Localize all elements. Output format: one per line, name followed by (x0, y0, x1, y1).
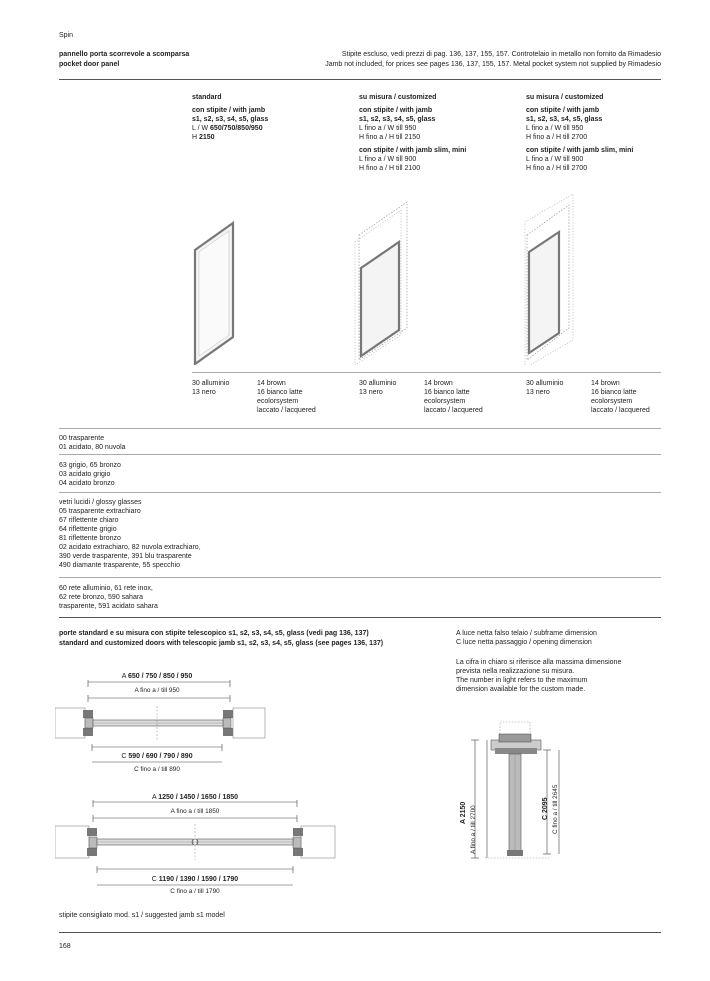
plan2-drawing (55, 800, 345, 895)
column-head: su misura / customized (526, 94, 604, 101)
color-finishes-2: 14 brown 16 bianco latte ecolorsystem laccato / lacquered (424, 380, 483, 414)
title-it: pannello porta scorrevole a scomparsa (59, 51, 190, 58)
glass-divider-1 (59, 454, 661, 455)
height-line: H fino a / H till 2700 (526, 134, 588, 141)
glass-group-tinted: 63 grigio, 65 bronzo 03 acidato grigio 04 acidato bronzo (59, 462, 121, 487)
door-standard-icon (195, 223, 233, 364)
color-finishes-3: 14 brown 16 bianco latte ecolorsystem laccato / lacquered (591, 380, 650, 414)
dimension-legend: A luce netta falso telaio / subframe dimension C luce netta passaggio / opening dimension (456, 630, 597, 646)
plan1-a-light: A fino a / till 950 (134, 687, 180, 694)
jamb-title: con stipite / with jamb (192, 107, 266, 114)
footer-divider (59, 932, 661, 933)
frame-finishes-3: 30 alluminio 13 nero (526, 380, 564, 396)
section-a-value: A 2150 (460, 801, 467, 824)
slim-title: con stipite / with jamb slim, mini (526, 147, 634, 154)
brand-name: Spin (59, 32, 74, 39)
height-line: H fino a / H till 2150 (359, 134, 421, 141)
frame-finishes-2: 30 alluminio 13 nero (359, 380, 397, 396)
width-line: L / W 650/750/850/950 (192, 125, 263, 132)
height-line: H 2150 (192, 134, 215, 141)
column-head: standard (192, 94, 222, 101)
page-number: 168 (59, 943, 71, 950)
glass-group-clear: 00 trasparente 01 acidato, 80 nuvola (59, 435, 126, 451)
note-it: Stipite escluso, vedi prezzi di pag. 136, 137, 155, 157. Controtelaio in metallo non fornito da Rimadesio (341, 51, 661, 58)
glass-group-glossy: vetri lucidi / glossy glasses 05 trasparente extrachiaro 67 riflettente chiaro 64 riflettente grigio 81 riflettente bronzo 02 acidato extrachiaro, 82 nuvola extrachiaro, 390 verde trasparente, 391 blu trasparente 490 diamante trasparente, 55 specchio (59, 499, 201, 569)
column-custom-1 (359, 93, 466, 173)
door-custom-1-icon (355, 202, 407, 365)
section-c-light: C fino a / till 2645 (552, 784, 559, 834)
header-divider (59, 79, 661, 80)
slim-height-line: H fino a / H till 2100 (359, 165, 421, 172)
dimension-note: La cifra in chiaro si riferisce alla massima dimensione prevista nella realizzazione su misura. The number in light refers to the maximum dimension available for the custom made. (456, 659, 622, 693)
title-en: pocket door panel (59, 61, 120, 68)
plan1-c-label: C 590 / 690 / 790 / 890 (121, 753, 193, 760)
jamb-title: con stipite / with jamb (526, 107, 600, 114)
glass-divider-2 (59, 492, 661, 493)
jamb-title: con stipite / with jamb (359, 107, 433, 114)
plan2-a-label: A 1250 / 1450 / 1650 / 1850 (151, 794, 239, 801)
column-head: su misura / customized (359, 94, 437, 101)
width-line: L fino a / W till 950 (359, 125, 417, 132)
column-custom-2 (526, 93, 633, 173)
jamb-models: s1, s2, s3, s4, s5, glass (526, 116, 603, 123)
footnote: stipite consigliato mod. s1 / suggested jamb s1 model (59, 912, 225, 919)
door-illustrations (185, 190, 585, 365)
slim-width-line: L fino a / W till 900 (359, 156, 417, 163)
plan1-drawing (55, 680, 275, 775)
plan1-a-label: A 650 / 750 / 850 / 950 (121, 673, 193, 680)
note-en: Jamb not included, for prices see pages 136, 137, 155, 157. Metal pocket system not supplied by Rimadesio (325, 61, 661, 68)
glass-divider-0 (59, 428, 661, 429)
plan1-c-light: C fino a / till 890 (134, 766, 180, 773)
section-c-value: C 2095 (542, 797, 549, 820)
jamb-models: s1, s2, s3, s4, s5, glass (192, 116, 269, 123)
width-line: L fino a / W till 950 (526, 125, 584, 132)
glass-divider-3 (59, 577, 661, 578)
color-finishes-1: 14 brown 16 bianco latte ecolorsystem laccato / lacquered (257, 380, 316, 414)
glass-group-mesh: 60 rete alluminio, 61 rete inox, 62 rete bronzo, 590 sahara trasparente, 591 acidato sahara (59, 585, 158, 610)
finish-divider (192, 372, 661, 373)
section-divider (59, 617, 661, 618)
slim-height-line: H fino a / H till 2700 (526, 165, 588, 172)
frame-finishes-1: 30 alluminio 13 nero (192, 380, 230, 396)
jamb-models: s1, s2, s3, s4, s5, glass (359, 116, 436, 123)
slim-width-line: L fino a / W till 900 (526, 156, 584, 163)
column-standard (192, 93, 268, 142)
section2-title-en: standard and customized doors with telescopic jamb s1, s2, s3, s4, s5, glass (see pages 136, 137) (59, 640, 384, 647)
door-custom-2-icon (525, 194, 573, 365)
plan2-c-light: C fino a / till 1790 (170, 888, 220, 895)
plan2-c-label: C 1190 / 1390 / 1590 / 1790 (151, 876, 239, 883)
section-a-light: A fino a / till 2700 (470, 805, 477, 854)
section2-title-it: porte standard e su misura con stipite telescopico s1, s2, s3, s4, s5, glass (vedi pag 136, 137) (59, 630, 369, 637)
plan2-a-light: A fino a / till 1850 (170, 808, 220, 815)
slim-title: con stipite / with jamb slim, mini (359, 147, 467, 154)
